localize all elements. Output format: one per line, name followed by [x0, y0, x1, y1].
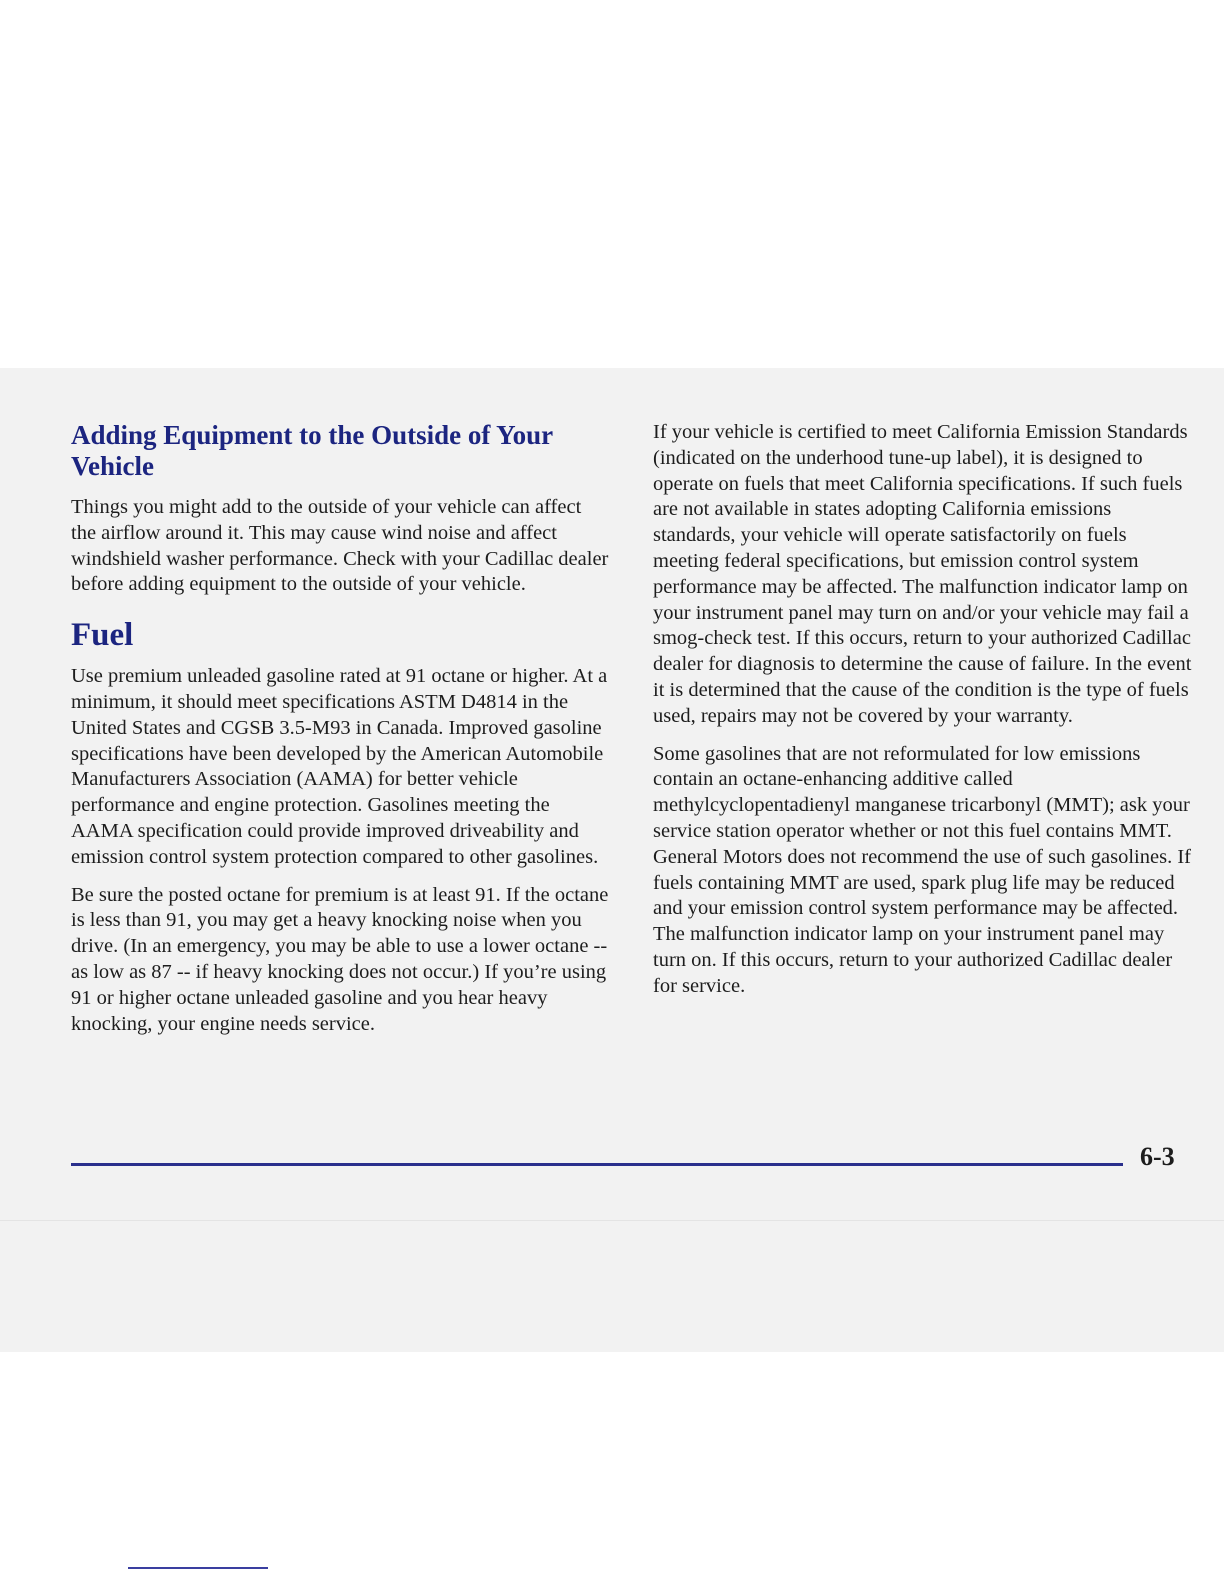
heading-fuel: Fuel	[71, 617, 134, 654]
paragraph-premium-gasoline: Use premium unleaded gasoline rated at 91 octane or higher. At a minimum, it should meet specifications ASTM D4814 in the United States and CGSB 3.5-M93 in Canada. Improved gasoline specifications have been developed by the American Automobile Manufacturers Association (AAMA) for better vehicle performance and engine protection. Gasolines meeting the AAMA specification could provide improved driveability and emission control system protection compared to other gasolines.	[71, 665, 608, 868]
left-column	[71, 420, 611, 1049]
stray-underline-mark	[128, 1567, 268, 1569]
paragraph-outside-equipment: Things you might add to the outside of your vehicle can affect the airflow around it. This may cause wind noise and affect windshield washer performance. Check with your Cadillac dealer before adding equipment to the outside of your vehicle.	[71, 496, 609, 596]
footer-rule	[71, 1163, 1123, 1166]
paragraph-california-emission: If your vehicle is certified to meet California Emission Standards (indicated on the underhood tune-up label), it is designed to operate on fuels that meet California specifications. If such fuels are not available in states adopting California emissions standards, your vehicle will operate satisfactorily on fuels meeting federal specifications, but emission control system performance may be affected. The malfunction indicator lamp on your instrument panel may turn on and/or your vehicle may fail a smog-check test. If this occurs, return to your authorized Cadillac dealer for diagnosis to determine the cause of failure. In the event it is determined that the cause of the condition is the type of fuels used, repairs may not be covered by your warranty.	[653, 421, 1192, 727]
scan-fold-line	[0, 1220, 1224, 1221]
heading-adding-equipment: Adding Equipment to the Outside of Your Vehicle	[71, 420, 553, 481]
paragraph-mmt-additive: Some gasolines that are not reformulated for low emissions contain an octane-enhancing additive called methylcyclopentadienyl manganese tricarbonyl (MMT); ask your service station operator whether or not this fuel contains MMT. General Motors does not recommend the use of such gasolines. If fuels containing MMT are used, spark plug life may be reduced and your emission control system performance may be affected. The malfunction indicator lamp on your instrument panel may turn on. If this occurs, return to your authorized Cadillac dealer for service.	[653, 742, 1191, 997]
right-column	[653, 420, 1193, 1012]
paragraph-octane-rating: Be sure the posted octane for premium is at least 91. If the octane is less than 91, you may get a heavy knocking noise when you drive. (In an emergency, you may be able to use a lower octane -- as low as 87 -- if heavy knocking does not occur.) If you’re using 91 or higher octane unleaded gasoline and you hear heavy knocking, your engine needs service.	[71, 883, 609, 1035]
page-number: 6-3	[1140, 1142, 1175, 1171]
